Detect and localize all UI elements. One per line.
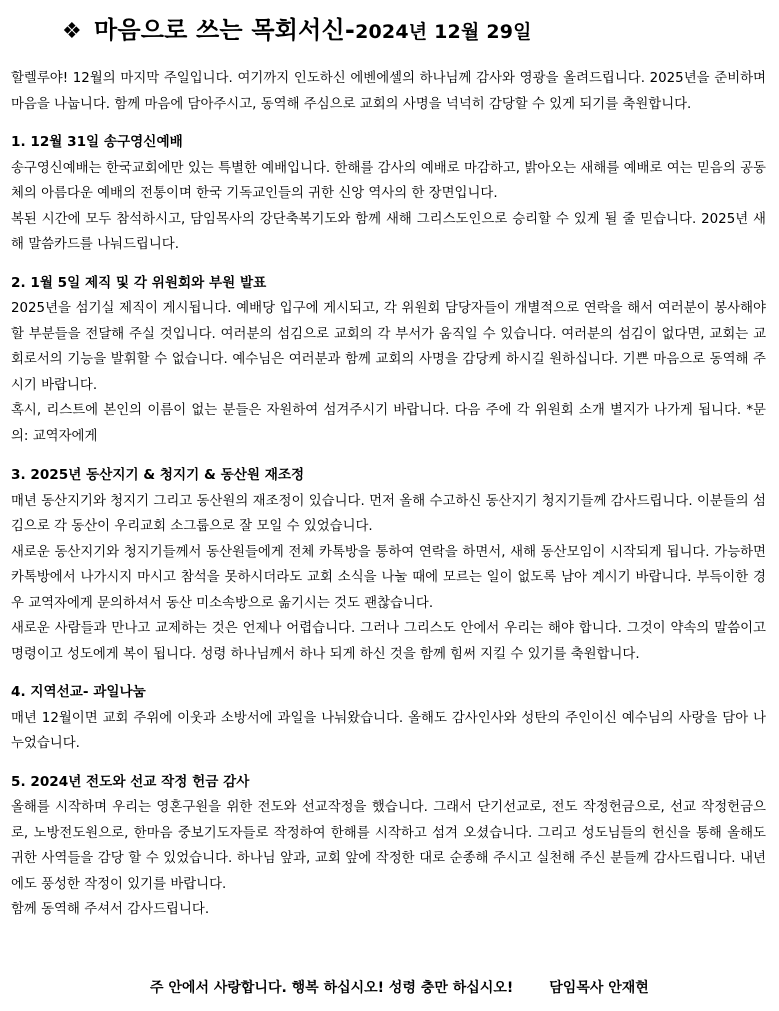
- section-paragraph: 복된 시간에 모두 참석하시고, 담임목사의 강단축복기도와 함께 새해 그리스도인으로 승리할 수 있게 될 줄 믿습니다. 2025년 새해 말씀카드를 나눠드립니다.: [11, 211, 766, 252]
- section-paragraph: 매년 12월이면 교회 주위에 이웃과 소방서에 과일을 나눠왔습니다. 올해도 감사인사와 성탄의 주인이신 예수님의 사랑을 담아 나누었습니다.: [11, 710, 766, 751]
- section-small-group-reorganization: [11, 463, 766, 667]
- section-paragraph: 송구영신예배는 한국교회에만 있는 특별한 예배입니다. 한해를 감사의 예배로 마감하고, 밝아오는 새해를 예배로 여는 믿음의 공동체의 아름다운 예배의 전통이며 한국 기독교인들의 귀한 신앙 역사의 한 장면입니다.: [11, 160, 766, 201]
- section-paragraph: 새로운 동산지기와 청지기들께서 동산원들에게 전체 카톡방을 통하여 연락을 하면서, 새해 동산모임이 시작되게 됩니다. 가능하면 카톡방에서 나가시지 마시고 참석을 못하시더라도 교회 소식을 나눌 때에 모르는 일이 없도록 남아 계시기 바랍니다. 부득이한 경우 교역자에게 문의하셔서 동산 미소속방으로 옮기시는 것도 괜찮습니다.: [11, 544, 766, 611]
- intro-paragraph: 할렐루야! 12월의 마지막 주일입니다. 여기까지 인도하신 에벤에셀의 하나님께 감사와 영광을 올려드립니다. 2025년을 준비하며 마음을 나눕니다. 함께 마음에 담아주시고, 동역해 주심으로 교회의 사명을 넉넉히 감당할 수 있게 되기를 축원합니다.: [11, 71, 766, 112]
- section-paragraph: 매년 동산지기와 청지기 그리고 동산원의 재조정이 있습니다. 먼저 올해 수고하신 동산지기 청지기들께 감사드립니다. 이분들의 섬김으로 각 동산이 우리교회 소그룹으로 잘 모일 수 있었습니다.: [11, 493, 766, 534]
- section-heading: 1. 12월 31일 송구영신예배: [11, 134, 183, 150]
- section-heading: 4. 지역선교- 과일나눔: [11, 684, 146, 700]
- section-officers-announcement: [11, 271, 766, 450]
- section-local-mission: [11, 680, 766, 757]
- section-heading: 5. 2024년 전도와 선교 작정 헌금 감사: [11, 773, 250, 790]
- section-paragraph: 올해를 시작하며 우리는 영혼구원을 위한 전도와 선교작정을 했습니다. 그래서 단기선교로, 전도 작정헌금으로, 선교 작정헌금으로, 노방전도원으로, 한마음 중보기도자들로 작정하여 한해를 시작하고 섬겨 오셨습니다. 그리고 성도님들의 헌신을 통해 올해도 귀한 사역들을 감당 할 수 있었습니다. 하나님 앞과, 교회 앞에 작정한 대로 순종해 주시고 실천해 주신 분들께 감사드립니다. 내년에도 풍성한 작정이 있기를 바랍니다.: [11, 800, 766, 892]
- closing-blessing: 주 안에서 사랑합니다. 행복 하십시오! 성령 충만 하십시오!: [150, 980, 514, 996]
- diamond-bullet-icon: ❖: [62, 19, 82, 44]
- section-paragraph: 2025년을 섬기실 제직이 게시됩니다. 예배당 입구에 게시되고, 각 위원회 담당자들이 개별적으로 연락을 해서 여러분이 봉사해야 할 부분들을 전달해 주실 것입니다. 여러분의 섬김으로 교회의 각 부서가 움직일 수 있습니다. 여러분의 섬김이 없다면, 교회는 교회로서의 기능을 발휘할 수 없습니다. 예수님은 여러분과 함께 교회의 사명을 감당케 하시길 원하십니다. 기쁜 마음으로 동역해 주시기 바랍니다.: [11, 301, 767, 393]
- letter-date: 2024년 12월 29일: [355, 21, 532, 43]
- pastor-signature: 담임목사 안재현: [549, 980, 649, 996]
- letter-footer: [150, 976, 649, 1001]
- section-paragraph: 혹시, 리스트에 본인의 이름이 없는 분들은 자원하여 섬겨주시기 바랍니다. 다음 주에 각 위원회 소개 별지가 나가게 됩니다. *문의: 교역자에게: [11, 403, 766, 444]
- section-heading: 2. 1월 5일 제직 및 각 위원회와 부원 발표: [11, 274, 267, 291]
- section-paragraph: 새로운 사람들과 만나고 교제하는 것은 언제나 어렵습니다. 그러나 그리스도 안에서 우리는 해야 합니다. 그것이 약속의 말씀이고 명령이고 성도에게 복이 됩니다. 성령 하나님께서 하나 되게 하신 것을 함께 힘써 지킬 수 있기를 축원합니다.: [11, 621, 766, 662]
- letter-title-main: 마음으로 쓰는 목회서신-: [93, 16, 356, 44]
- section-year-end-service: [11, 130, 766, 258]
- letter-title: [62, 10, 532, 45]
- section-offering-thanks: [11, 770, 766, 923]
- section-paragraph: 함께 동역해 주셔서 감사드립니다.: [11, 902, 210, 917]
- letter-body: [11, 66, 766, 923]
- section-heading: 3. 2025년 동산지기 & 청지기 & 동산원 재조정: [11, 467, 305, 483]
